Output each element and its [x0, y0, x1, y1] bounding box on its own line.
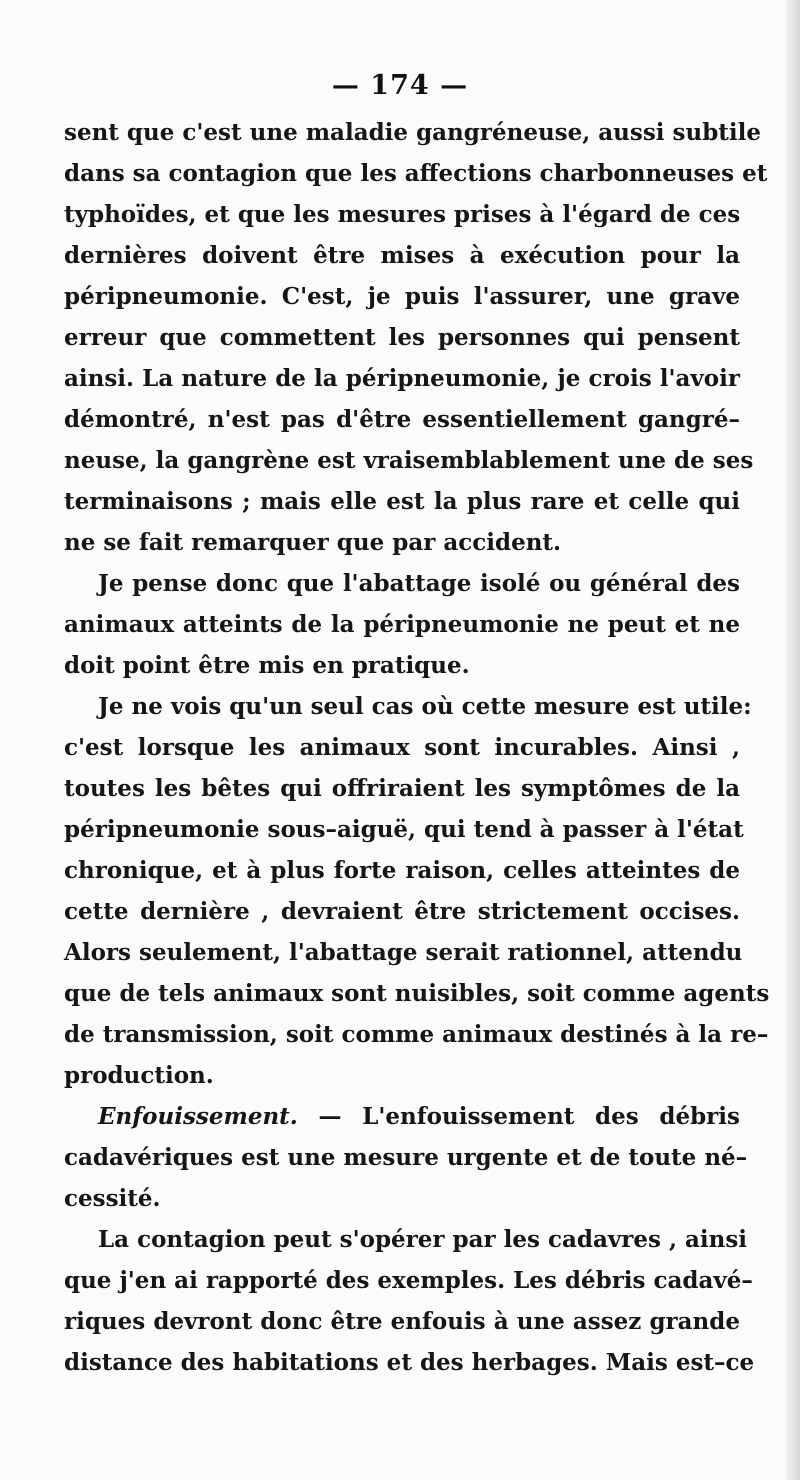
text-line: La contagion peut s'opérer par les cadavres , ainsi: [98, 1226, 748, 1253]
page-edge: [786, 0, 800, 1480]
text-line: démontré, n'est pas d'être essentiellement gangré–: [64, 406, 740, 433]
text-line: ne se fait remarquer que par accident.: [64, 529, 562, 556]
text-line: de transmission, soit comme animaux destinés à la re–: [64, 1021, 769, 1048]
page-number: — 174 —: [331, 70, 469, 101]
text-line: erreur que commettent les personnes qui pensent: [64, 324, 740, 351]
text-line: animaux atteints de la péripneumonie ne peut et ne: [64, 611, 740, 638]
text-line: production.: [64, 1062, 214, 1089]
text-line: cette dernière , devraient être strictement occises.: [64, 898, 740, 925]
text-line: péripneumonie. C'est, je puis l'assurer, une grave: [64, 283, 740, 310]
text-line: péripneumonie sous–aiguë, qui tend à passer à l'état: [64, 816, 744, 843]
text-line: dans sa contagion que les affections charbonneuses et: [64, 160, 768, 187]
text-line: neuse, la gangrène est vraisemblablement une de ses: [64, 447, 754, 474]
text-line: terminaisons ; mais elle est la plus rare et celle qui: [64, 488, 740, 515]
text-line: chronique, et à plus forte raison, celles atteintes de: [64, 857, 740, 884]
text-line: toutes les bêtes qui offriraient les symptômes de la: [64, 775, 740, 802]
section-heading: Enfouissement.: [98, 1103, 298, 1130]
text-line-with-heading: [64, 1096, 740, 1137]
text-line: cessité.: [64, 1185, 161, 1212]
text-line: c'est lorsque les animaux sont incurables. Ainsi ,: [64, 734, 740, 761]
text-line: cadavériques est une mesure urgente et de toute né–: [64, 1144, 748, 1171]
text-line: doit point être mis en pratique.: [64, 652, 470, 679]
text-line: que de tels animaux sont nuisibles, soit comme agents: [64, 980, 770, 1007]
body-text: [64, 112, 770, 1383]
text-line: ainsi. La nature de la péripneumonie, je crois l'avoir: [64, 365, 740, 392]
text-line: Je ne vois qu'un seul cas où cette mesure est utile:: [98, 693, 752, 720]
text-line: dernières doivent être mises à exécution pour la: [64, 242, 740, 269]
text-line: distance des habitations et des herbages. Mais est–ce: [64, 1349, 755, 1376]
text-line: sent que c'est une maladie gangréneuse, aussi subtile: [64, 119, 762, 146]
text-line: riques devront donc être enfouis à une assez grande: [64, 1308, 740, 1335]
text-line: Je pense donc que l'abattage isolé ou général des: [98, 570, 740, 597]
text-line: Alors seulement, l'abattage serait rationnel, attendu: [64, 939, 743, 966]
text-line: typhoïdes, et que les mesures prises à l'égard de ces: [64, 201, 741, 228]
text-line: que j'en ai rapporté des exemples. Les débris cadavé–: [64, 1267, 753, 1294]
text-segment: — L'enfouissement des débris: [318, 1103, 740, 1130]
